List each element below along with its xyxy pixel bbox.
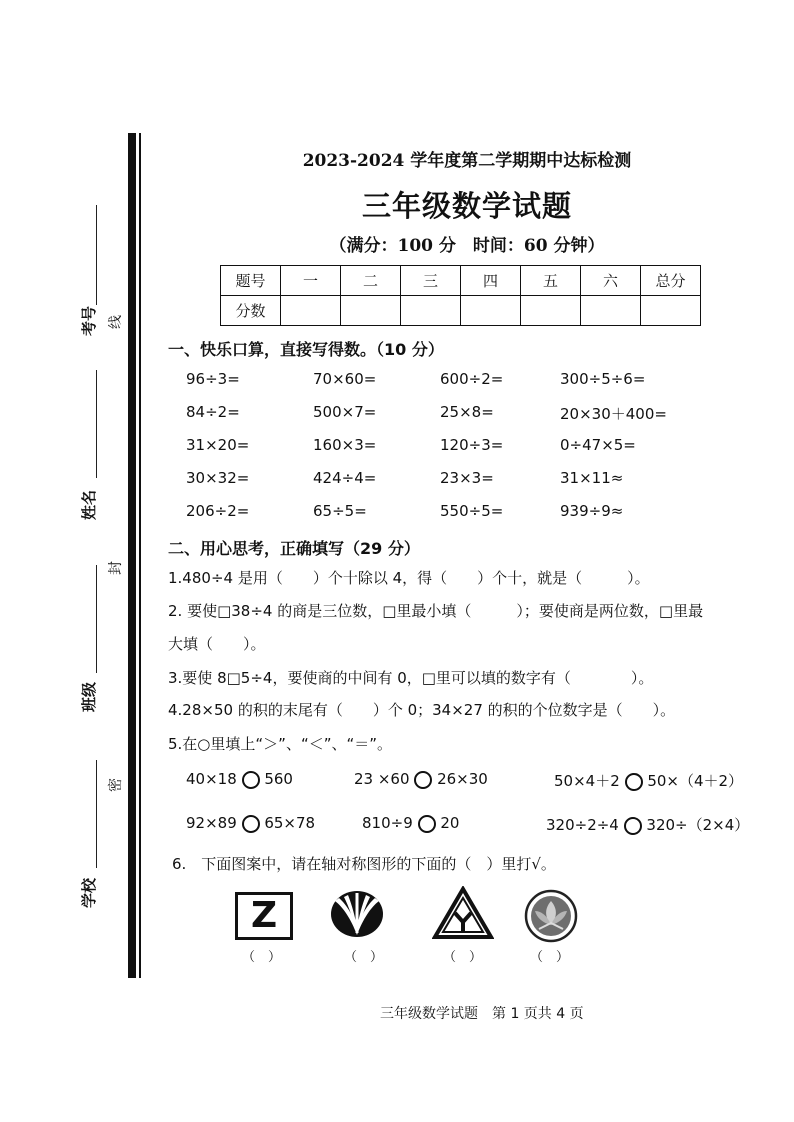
calc-item: 31×20= — [186, 436, 250, 454]
binding-bar-thin — [139, 133, 141, 978]
score-cell: 四 — [461, 266, 521, 296]
compare-right: 50×（4＋2） — [647, 772, 744, 790]
compare-right: 560 — [264, 770, 293, 788]
daewoo-logo-icon — [329, 889, 385, 939]
score-entry-cell[interactable] — [341, 296, 401, 326]
calc-item: 30×32= — [186, 469, 250, 487]
score-row-label: 分数 — [221, 296, 281, 326]
calc-item: 500×7= — [313, 403, 377, 421]
calc-item: 20×30＋400= — [560, 405, 667, 423]
z-glyph: Z — [250, 895, 278, 936]
compare-left: 50×4＋2 — [554, 772, 620, 790]
page-footer: 三年级数学试题 第 1 页共 4 页 — [380, 1006, 584, 1022]
calc-item: 550÷5= — [440, 502, 504, 520]
figure-1-paren[interactable]: （ ） — [242, 950, 282, 965]
calc-item: 300÷5÷6= — [560, 370, 646, 388]
calc-item: 25×8= — [440, 403, 494, 421]
section1-title: 一、快乐口算，直接写得数。（10 分） — [168, 340, 444, 359]
exam-year-line: 2023-2024 学年度第二学期期中达标检测 — [302, 151, 632, 171]
calc-item: 0÷47×5= — [560, 436, 636, 454]
score-cell: 五 — [521, 266, 581, 296]
score-entry-cell[interactable] — [581, 296, 641, 326]
calc-item: 70×60= — [313, 370, 377, 388]
binding-bar-thick — [128, 133, 136, 978]
seal-char-seal: 封 — [108, 561, 124, 575]
compare-left: 92×89 — [186, 814, 237, 832]
calc-item: 160×3= — [313, 436, 377, 454]
calc-item: 206÷2= — [186, 502, 250, 520]
compare-left: 23 ×60 — [354, 770, 410, 788]
exam-info: （满分：100 分 时间：60 分钟） — [329, 236, 605, 256]
score-entry-cell[interactable] — [461, 296, 521, 326]
calc-item: 84÷2= — [186, 403, 240, 421]
compare-circle[interactable] — [624, 817, 642, 835]
calc-item: 96÷3= — [186, 370, 240, 388]
score-entry-cell[interactable] — [521, 296, 581, 326]
exam-title: 三年级数学试题 — [361, 189, 572, 223]
compare-right: 20 — [440, 814, 460, 832]
figure-4-paren[interactable]: （ ） — [530, 950, 570, 965]
school-label: 学校 — [80, 877, 98, 908]
seal-char-line: 线 — [108, 315, 124, 329]
class-line — [96, 565, 97, 673]
name-line — [96, 370, 97, 478]
compare-item — [186, 814, 315, 833]
score-table — [220, 265, 701, 326]
calc-item: 65÷5= — [313, 502, 367, 520]
compare-item — [186, 770, 293, 789]
leaf-emblem-icon — [524, 889, 578, 943]
calc-item: 424÷4= — [313, 469, 377, 487]
calc-item: 23×3= — [440, 469, 494, 487]
question-2-line2: 大填（ ）。 — [168, 635, 266, 653]
question-6: 6. 下面图案中，请在轴对称图形的下面的（ ）里打√。 — [172, 855, 556, 873]
class-label: 班级 — [80, 681, 98, 712]
score-cell: 一 — [281, 266, 341, 296]
question-5: 5.在○里填上“＞”、“＜”、“＝”。 — [168, 735, 393, 753]
figure-2-paren[interactable]: （ ） — [344, 950, 384, 965]
question-1: 1.480÷4 是用（ ）个十除以 4，得（ ）个十，就是（ ）。 — [168, 569, 650, 587]
compare-circle[interactable] — [418, 815, 436, 833]
calc-item: 31×11≈ — [560, 469, 624, 487]
figure-3-paren[interactable]: （ ） — [443, 950, 483, 965]
seal-char-secret: 密 — [108, 778, 124, 792]
compare-right: 26×30 — [437, 770, 488, 788]
calc-item: 600÷2= — [440, 370, 504, 388]
exam-number-label: 考号 — [80, 305, 98, 336]
calc-item: 120÷3= — [440, 436, 504, 454]
score-entry-cell[interactable] — [641, 296, 701, 326]
compare-circle[interactable] — [414, 771, 432, 789]
score-table-score-row — [221, 296, 701, 326]
score-table-header-row — [221, 266, 701, 296]
y-intersection-sign-icon — [432, 886, 494, 940]
score-entry-cell[interactable] — [401, 296, 461, 326]
school-line — [96, 760, 97, 868]
compare-right: 65×78 — [264, 814, 316, 832]
score-cell: 二 — [341, 266, 401, 296]
score-cell: 三 — [401, 266, 461, 296]
name-label: 姓名 — [80, 489, 98, 520]
question-4: 4.28×50 的积的末尾有（ ）个 0；34×27 的积的个位数字是（ ）。 — [168, 701, 676, 719]
compare-left: 40×18 — [186, 770, 237, 788]
compare-circle[interactable] — [625, 773, 643, 791]
score-entry-cell[interactable] — [281, 296, 341, 326]
compare-circle[interactable] — [242, 815, 260, 833]
compare-left: 810÷9 — [362, 814, 413, 832]
question-3: 3.要使 8□5÷4，要使商的中间有 0，□里可以填的数字有（ ）。 — [168, 669, 654, 687]
calc-item: 939÷9≈ — [560, 502, 624, 520]
question-2-line1: 2. 要使□38÷4 的商是三位数，□里最小填（ ）；要使商是两位数，□里最 — [168, 602, 704, 620]
compare-item — [354, 770, 488, 789]
compare-item — [546, 814, 749, 835]
score-cell: 题号 — [221, 266, 281, 296]
compare-circle[interactable] — [242, 771, 260, 789]
compare-item — [362, 814, 459, 833]
compare-item — [554, 770, 743, 791]
compare-right: 320÷（2×4） — [646, 816, 750, 834]
compare-left: 320÷2÷4 — [546, 816, 619, 834]
section2-title: 二、用心思考，正确填写（29 分） — [168, 539, 420, 558]
score-cell: 六 — [581, 266, 641, 296]
score-cell: 总分 — [641, 266, 701, 296]
z-letter-icon — [235, 892, 293, 940]
